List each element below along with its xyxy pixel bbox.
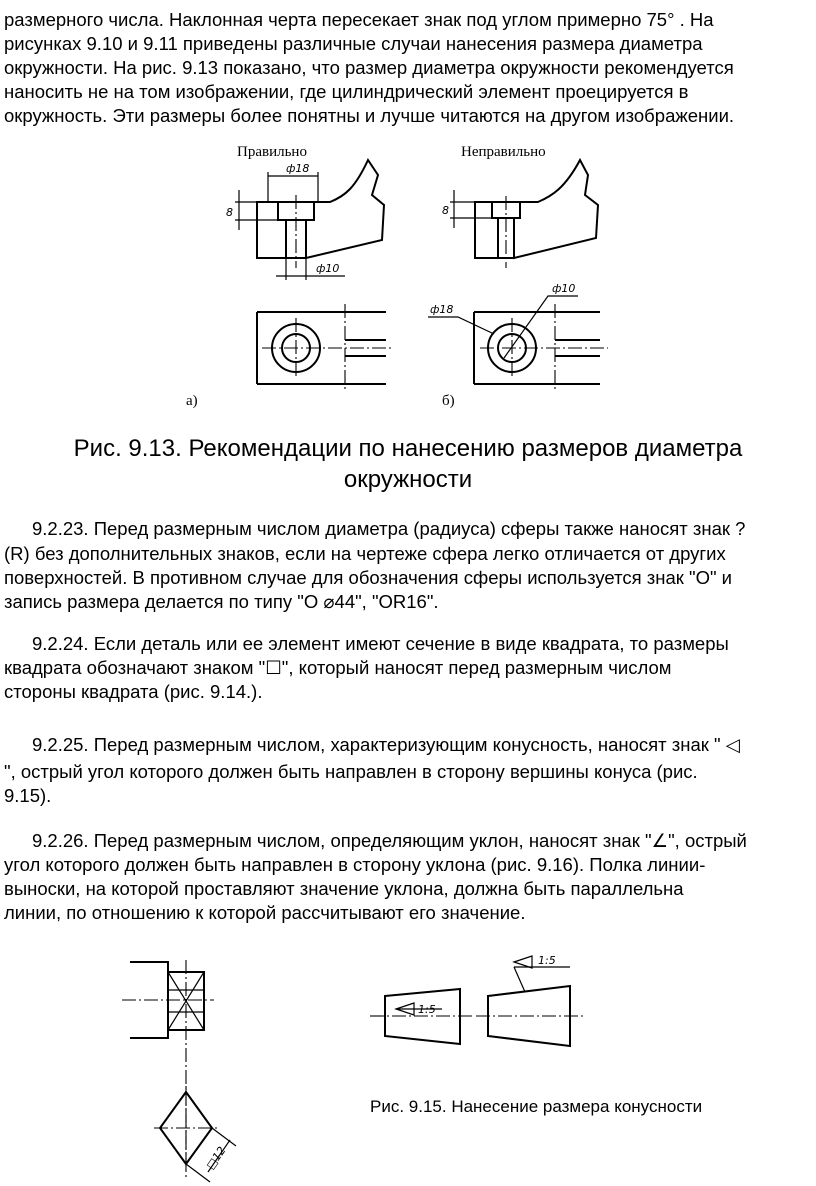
sublabel-b: б) (442, 393, 455, 409)
text-line: 9.2.23. Перед размерным числом диаметра (радиуса) сферы также наносят знак ? (32, 518, 746, 539)
sublabel-a: а) (186, 393, 198, 409)
label-correct: Правильно (237, 144, 307, 160)
text-line: квадрата обозначают знаком "☐", который наносят перед размерным числом (4, 657, 672, 678)
dim-label-d10: ф10 (552, 282, 576, 295)
dim-label-h8: 8 (226, 206, 233, 219)
text-line: (R) без дополнительных знаков, если на чертеже сфера легко отличается от других (4, 543, 726, 564)
text-line: 9.2.26. Перед размерным числом, определяющим уклон, наносят знак "∠", острый (32, 830, 747, 851)
text-line: окружности. На рис. 9.13 показано, что размер диаметра окружности рекомендуется (4, 57, 734, 78)
dim-label-d18: ф18 (286, 162, 310, 175)
figure-caption-9-13-cont: окружности (343, 466, 473, 493)
figure-9-14 (122, 960, 236, 1182)
text-line: угол которого должен быть направлен в сторону уклона (рис. 9.16). Полка линии- (4, 854, 706, 875)
text-line: 9.2.25. Перед размерным числом, характеризующим конусность, наносят знак " ◁ (32, 734, 740, 755)
text-line: стороны квадрата (рис. 9.14.). (4, 681, 263, 702)
text-line: 9.2.24. Если деталь или ее элемент имеют сечение в виде квадрата, то размеры (32, 633, 729, 654)
text-line: ", острый угол которого должен быть направлен в сторону вершины конуса (рис. (4, 761, 698, 782)
taper-label: 1:5 (418, 1003, 436, 1016)
text-line: окружность. Эти размеры более понятны и лучше читаются на другом изображении. (4, 105, 735, 126)
text-line: 9.15). (4, 785, 52, 806)
text-line: размерного числа. Наклонная черта пересекает знак под углом примерно 75° . На (4, 9, 714, 30)
figure-caption-9-13: Рис. 9.13. Рекомендации по нанесению размеров диаметра (73, 435, 743, 462)
label-incorrect: Неправильно (461, 144, 546, 160)
dim-label-square: □12 (203, 1144, 229, 1172)
dim-label-d10: ф10 (316, 262, 340, 275)
taper-label: 1:5 (538, 954, 556, 967)
text-line: поверхностей. В противном случае для обозначения сферы используется знак "О" и (4, 567, 733, 588)
text-line: наносить не на том изображении, где цилиндрический элемент проецируется в (4, 81, 689, 102)
text-line: линии, по отношению к которой рассчитывают его значение. (4, 902, 526, 923)
text-line: запись размера делается по типу "О ⌀44", "OR16". (4, 591, 439, 612)
text-line: выноски, на которой проставляют значение уклона, должна быть параллельна (4, 878, 684, 899)
text-line: рисунках 9.10 и 9.11 приведены различные случаи нанесения размера диаметра (4, 33, 703, 54)
dim-label-d18: ф18 (430, 303, 454, 316)
figure-9-15 (370, 954, 585, 1046)
dim-label-h8: 8 (442, 204, 449, 217)
figure-caption-9-15: Рис. 9.15. Нанесение размера конусности (370, 1097, 703, 1116)
